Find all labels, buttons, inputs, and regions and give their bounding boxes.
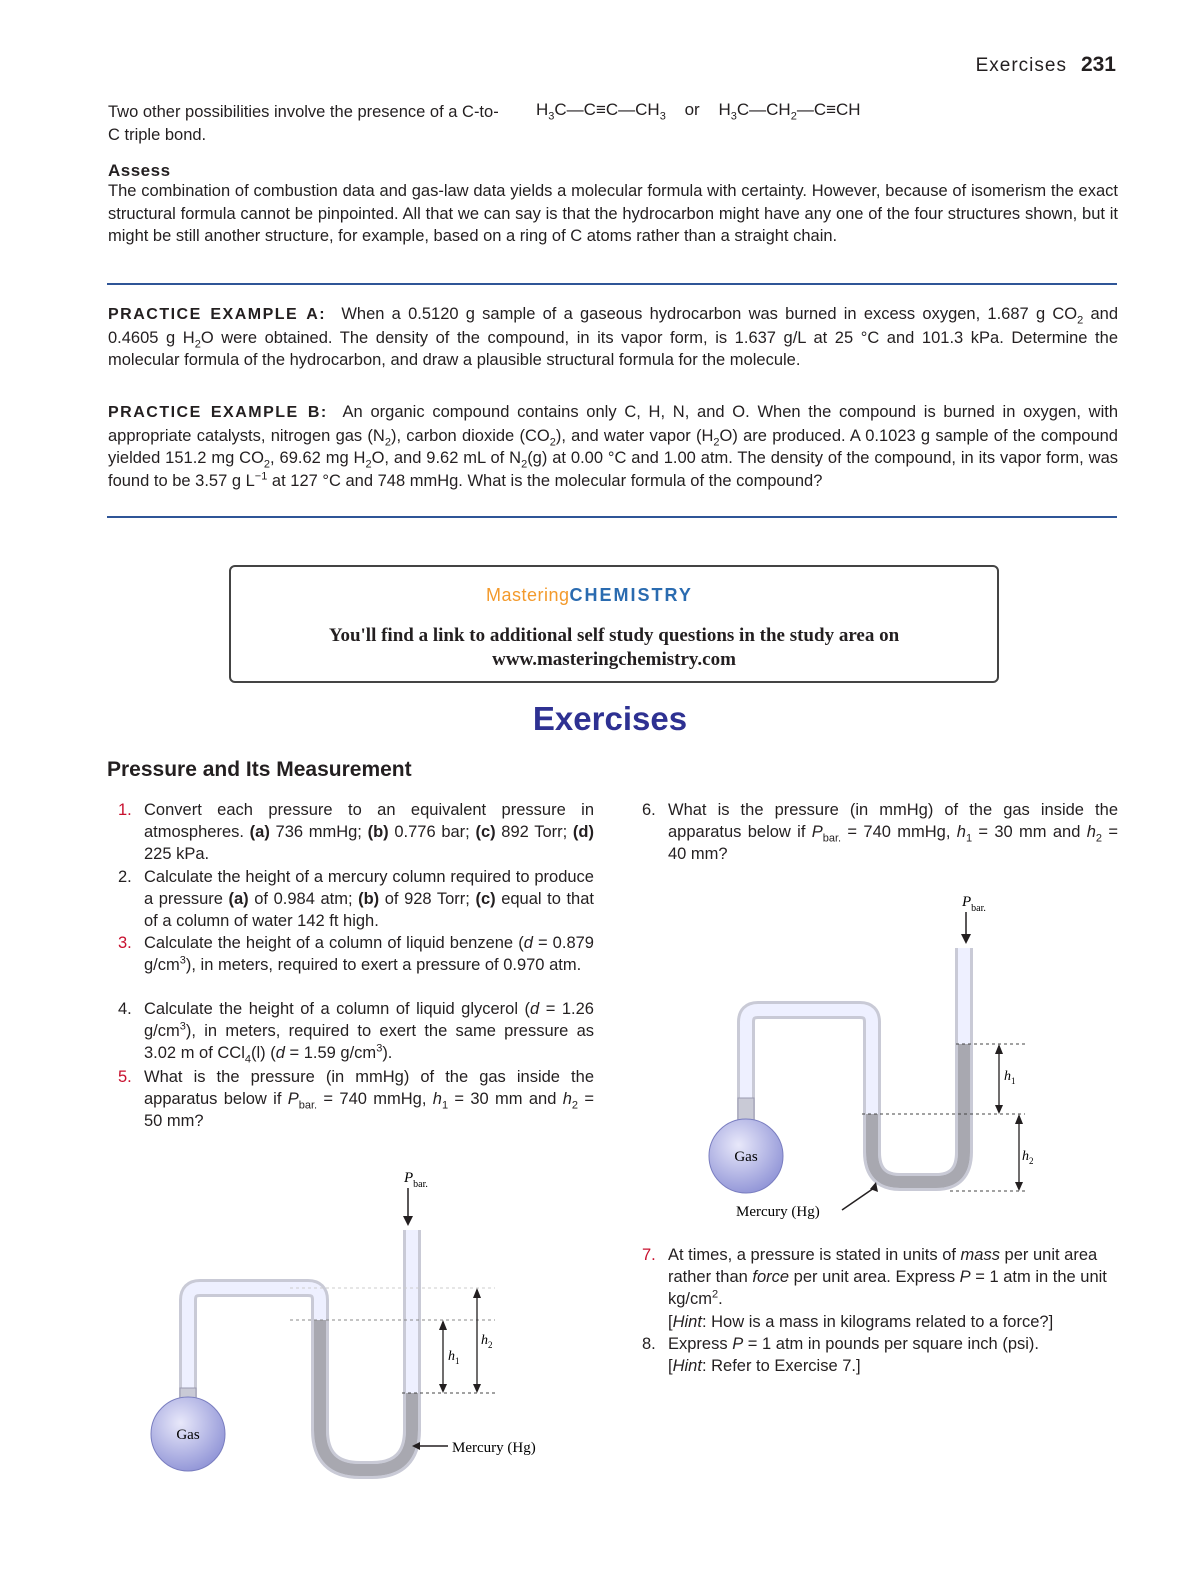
intro-text: Two other possibilities involve the presence of a C-to-C triple bond.: [108, 103, 499, 144]
mastering-chemistry-logo: [486, 585, 693, 606]
fig5-gas-label: Gas: [176, 1427, 200, 1443]
fig6-mercury-label: Mercury (Hg): [736, 1204, 820, 1220]
practice-b-label: PRACTICE EXAMPLE B:: [108, 404, 328, 421]
fig6-h2-label: $h_2$: [1022, 1149, 1034, 1166]
page-number: 231: [1080, 53, 1116, 76]
exercise-4: 4. Calculate the height of a column of liquid glycerol (d = 1.26 $g/cm^3$), in meters, required to exert the same pressure as 3.02 m of CCl$_4$(l) (d = 1.59 $g/cm^3$).: [118, 1000, 594, 1066]
exercise-8-number: 8.: [642, 1335, 656, 1353]
mastering-chemistry-callout: [229, 565, 999, 683]
brand-chemistry: CHEMISTRY: [569, 585, 693, 605]
callout-text: [231, 624, 997, 672]
exercise-3: 3. Calculate the height of a column of liquid benzene (d = 0.879 $g/cm^3$), in meters, required to exert a pressure of 0.970 atm.: [118, 934, 594, 975]
exercise-1-number: 1.: [118, 801, 132, 819]
fig5-mercury-label: Mercury (Hg): [452, 1440, 536, 1456]
running-head-label: Exercises: [975, 55, 1067, 76]
exercise-2: 2. Calculate the height of a mercury column required to produce a pressure (a) of 0.984 atm; (b) of 928 Torr; (c) equal to that of a column of water 142 ft high.: [118, 868, 594, 931]
assess-heading: Assess: [108, 161, 171, 180]
top-divider: [107, 283, 1117, 285]
assess-text: The combination of combustion data and gas-law data yields a molecular formula with certainty. However, because of isomerism the exact structural formula cannot be pinpointed. All that we can say is that the hydrocarbon might have any one of the four structures shown, but it might be still another structure, for example, based on a ring of C atoms rather than a straight chain.: [108, 182, 1118, 245]
practice-example-b: PRACTICE EXAMPLE B: An organic compound contains only C, H, N, and O. When the compound is burned in oxygen, with appropriate catalysts, nitrogen gas $(N_2)$, carbon dioxide $(CO_2)$, and water vapor $(H_2O)$ are produced. A 0.1023 g sample of the compound yielded 151.2 mg $CO_2$, 69.62 mg $H_2O$, and 9.62 mL of $N_2(g)$ at 0.00 °C and 1.00 atm. The density of the compound, in its vapor form, was found to be 3.57 g $L^{-1}$ at 127 °C and 748 mmHg. What is the molecular formula of the compound?: [108, 403, 1118, 490]
alkyne-formulas: [536, 100, 861, 123]
fig5-h2-label: $h_2$: [481, 1333, 493, 1350]
fig6-h1-label: $h_1$: [1004, 1069, 1016, 1086]
exercise-3-number: 3.: [118, 934, 132, 952]
section-title: Pressure and Its Measurement: [107, 758, 412, 781]
exercise-7: 7. At times, a pressure is stated in units of mass per unit area rather than force per unit area. Express P = 1 atm in the unit $kg/cm^2$. [Hint: How is a mass in kilograms related to a force?]: [642, 1246, 1107, 1331]
formula-2-butyne: $H_3C—C\equiv C—CH_3$: [536, 100, 666, 123]
practice-a-label: PRACTICE EXAMPLE A:: [108, 306, 327, 323]
brand-mastering: Mastering: [486, 585, 570, 605]
fig6-gas-label: Gas: [734, 1149, 758, 1165]
running-head: [976, 53, 1116, 77]
exercise-4-number: 4.: [118, 1000, 132, 1018]
exercise-6-number: 6.: [642, 801, 656, 819]
formula-or: or: [684, 100, 700, 119]
exercise-5-number: 5.: [118, 1068, 132, 1086]
exercises-title: Exercises: [532, 700, 688, 737]
manometer-figure-6: [700, 880, 1120, 1220]
fig5-pbar-label: $P_{bar.}$: [404, 1170, 428, 1190]
practice-example-a: PRACTICE EXAMPLE A: When a 0.5120 g sample of a gaseous hydrocarbon was burned in excess oxygen, 1.687 g $CO_2$ and 0.4605 g $H_2O$ were obtained. The density of the compound, in its vapor form, is 1.637 g/L at 25 °C and 101.3 kPa. Determine the molecular formula of the hydrocarbon, and draw a plausible structural formula for the molecule.: [108, 305, 1118, 369]
fig6-mercury-column: [872, 1044, 964, 1182]
exercise-8: 8. Express P = 1 atm in pounds per square inch (psi). [Hint: Refer to Exercise 7.]: [642, 1335, 1039, 1376]
exercise-6: 6. What is the pressure (in mmHg) of the gas inside the apparatus below if $P_{bar.} = 740$ mmHg, $h_1 = 30$ mm and $h_2 = 40$ mm?: [642, 801, 1118, 864]
fig6-pbar-label: $P_{bar.}$: [962, 894, 986, 914]
exercise-7-number: 7.: [642, 1246, 656, 1264]
exercise-1: 1. Convert each pressure to an equivalent pressure in atmospheres. (a) 736 mmHg; (b) 0.776 bar; (c) 892 Torr; (d) 225 kPa.: [118, 801, 594, 864]
formula-1-butyne: $H_3C—CH_2—C\equiv CH$: [718, 100, 861, 123]
exercise-5: 5. What is the pressure (in mmHg) of the gas inside the apparatus below if $P_{bar.} = 740$ mmHg, $h_1 = 30$ mm and $h_2 = 50$ mm?: [118, 1068, 594, 1131]
exercise-2-number: 2.: [118, 868, 132, 886]
fig5-h1-label: $h_1$: [448, 1349, 460, 1366]
manometer-figure-5: [140, 1160, 600, 1490]
study-area-link[interactable]: www.masteringchemistry.com: [492, 649, 736, 670]
fig5-mercury-column: [320, 1320, 412, 1470]
bottom-divider: [107, 516, 1117, 518]
callout-line-1: You'll find a link to additional self study questions in the study area on: [328, 625, 900, 646]
